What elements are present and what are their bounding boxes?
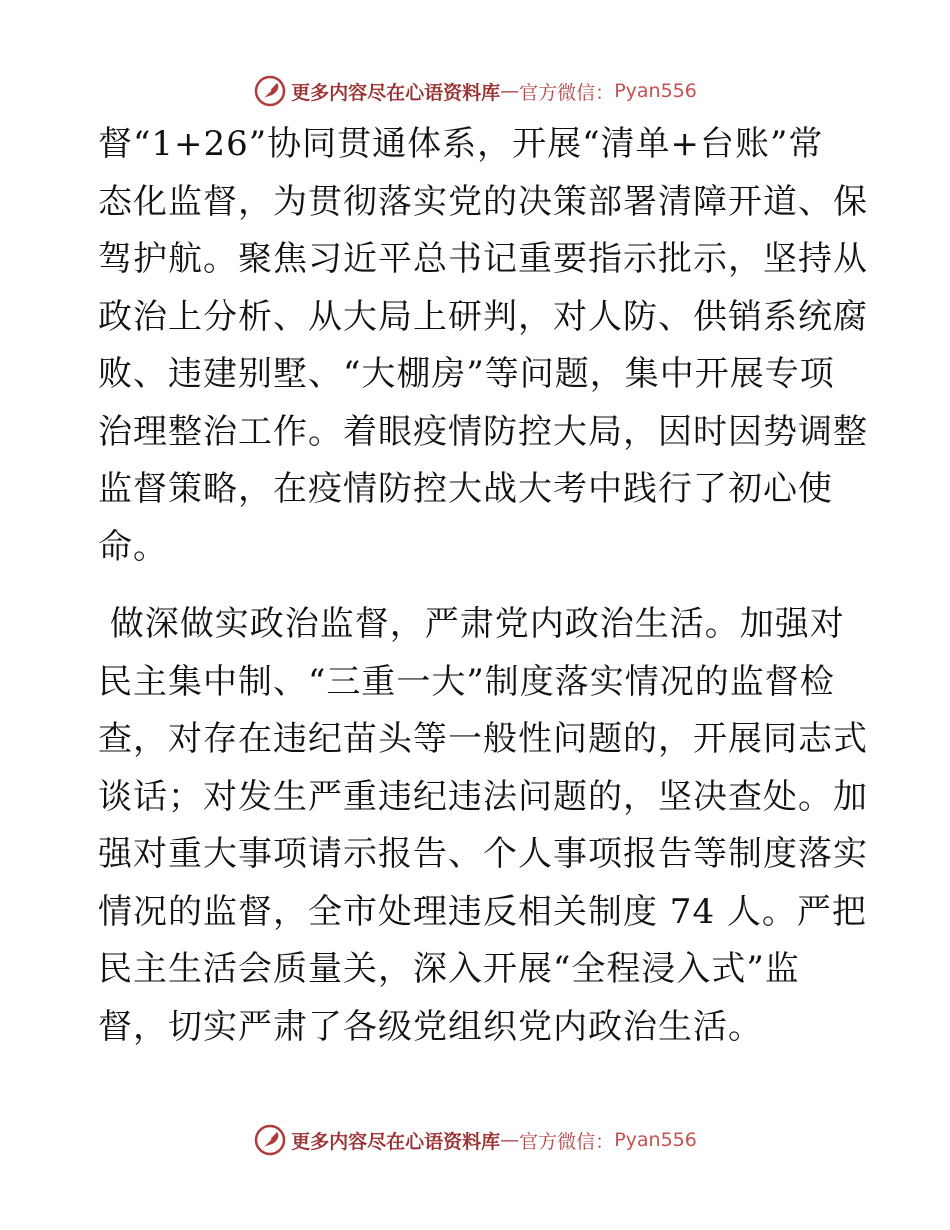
footer-watermark-banner <box>0 1120 950 1160</box>
banner-main-text: 更多内容尽在心语资料库 <box>291 81 501 104</box>
feather-logo-icon <box>253 74 287 108</box>
banner-wechat-id: Pyan556 <box>614 80 697 102</box>
text-line: 败、违建别墅、“大棚房”等问题，集中开展专项 <box>98 354 835 394</box>
text-line: 督“1+26”协同贯通体系，开展“清单+台账”常 <box>98 124 824 164</box>
paragraph-1 <box>98 116 868 576</box>
text-line: 民主集中制、“三重一大”制度落实情况的监督检 <box>98 661 835 702</box>
text-line: 情况的监督，全市处理违反相关制度 74 人。严把 <box>98 891 867 932</box>
text-line: 态化监督，为贯彻落实党的决策部署清障开道、保 <box>98 181 868 222</box>
feather-logo-icon <box>253 1123 287 1157</box>
text-line: 强对重大事项请示报告、个人事项报告等制度落实 <box>98 834 868 874</box>
text-line: 民主生活会质量关，深入开展“全程浸入式”监 <box>98 949 800 989</box>
text-line: 谈话；对发生严重违纪违法问题的，坚决查处。加 <box>98 776 868 817</box>
text-line: 驾护航。聚焦习近平总书记重要指示批示，坚持从 <box>98 239 868 279</box>
paragraph-2 <box>98 596 868 1056</box>
text-line: 查，对存在违纪苗头等一般性问题的，开展同志式 <box>98 719 868 759</box>
banner-sub-text: 官方微信： <box>519 1130 615 1153</box>
text-line: 命。 <box>98 526 168 567</box>
header-watermark-banner <box>0 71 950 111</box>
banner-sub-text: 官方微信： <box>519 81 615 104</box>
banner-wechat-id: Pyan556 <box>614 1129 697 1151</box>
document-body <box>98 116 868 1056</box>
text-line: 监督策略，在疫情防控大战大考中践行了初心使 <box>98 469 833 509</box>
banner-dash: — <box>500 80 520 102</box>
text-line: 做深做实政治监督，严肃党内政治生活。加强对 <box>98 604 845 644</box>
text-line: 督，切实严肃了各级党组织党内政治生活。 <box>98 1006 763 1047</box>
text-line: 政治上分析、从大局上研判，对人防、供销系统腐 <box>98 296 868 337</box>
banner-dash: — <box>500 1129 520 1151</box>
banner-main-text: 更多内容尽在心语资料库 <box>291 1130 501 1153</box>
text-line: 治理整治工作。着眼疫情防控大局，因时因势调整 <box>98 411 868 452</box>
